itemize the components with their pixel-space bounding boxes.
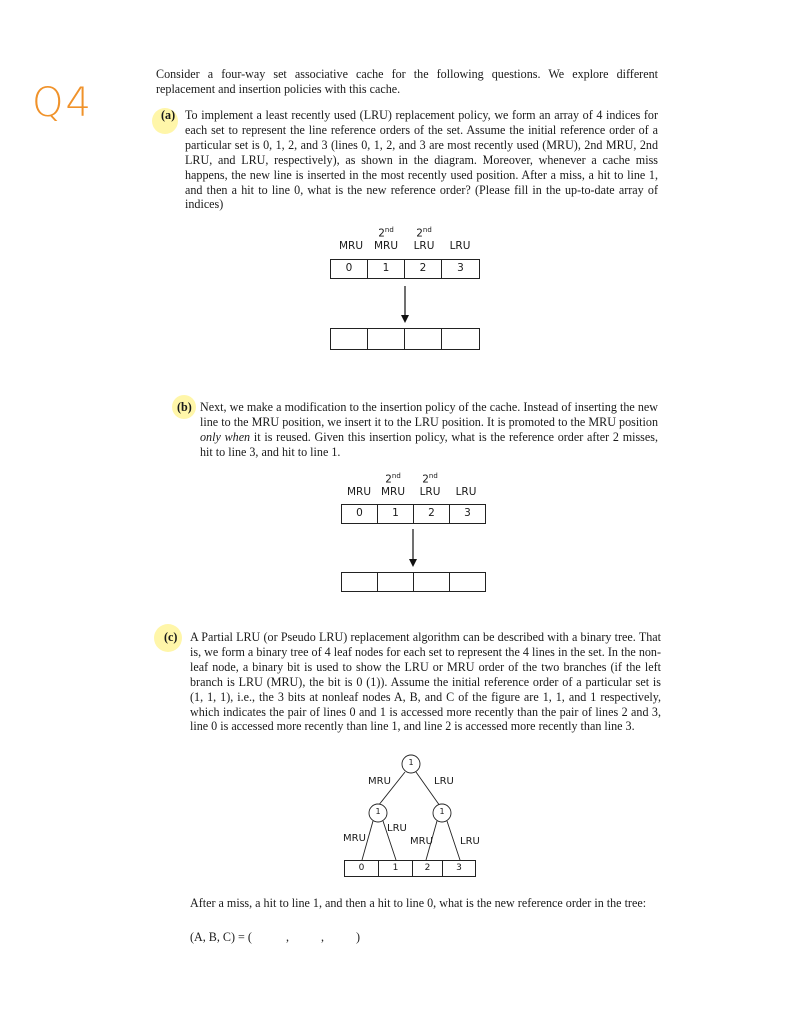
b-hdr-mru: MRU (346, 486, 372, 498)
answer-tuple (190, 930, 390, 946)
a-answer-cell-3[interactable] (441, 328, 480, 350)
part-a-label: (a) (161, 108, 176, 122)
tree-leaf-3: 3 (442, 860, 476, 877)
part-b-emphasis: only when (200, 429, 251, 444)
a-hdr-2nd-mru-sup: 2nd (378, 226, 394, 240)
part-c-text: A Partial LRU (or Pseudo LRU) replacement algorithm can be described with a binary tree. That is, we form a binary tree of 4 leaf nodes for each set to represent the 4 lines in the set. In the non-leaf node, a binary bit is used to show the LRU or MRU order of the two branches (if the left branch is LRU (MRU), the bit is 0 (1)). Assume the initial reference order of a particular set is (1, 1, 1), i.e., the 3 bits at nonleaf nodes A, B, and C of the figure are 1, 1, and 1 respectively, which indicates the pair of lines 0 and 1 is accessed more recently than the pair of lines 2 and 3, line 0 is accessed more recently than line 1, and line 2 is accessed more recently than line 3. (190, 630, 661, 734)
part-c-question: After a miss, a hit to line 1, and then a hit to line 0, what is the new reference order in the tree: (190, 896, 647, 910)
b-hdr-lru: LRU (455, 486, 477, 498)
tree-leaf-1: 1 (378, 860, 413, 877)
a-hdr-2nd-lru-sup: 2nd (416, 226, 432, 240)
a-cell-0: 0 (330, 259, 368, 279)
a-hdr-mru: MRU (338, 240, 364, 252)
b-answer-cell-0[interactable] (341, 572, 378, 592)
tree-leaf-2: 2 (412, 860, 443, 877)
part-a-text: To implement a least recently used (LRU) replacement policy, we form an array of 4 indices for each set to represent the line reference orders of the set. Assume the initial reference order of a particular set is 0, 1, 2, and 3 (lines 0, 1, 2, and 3 are most recently used (MRU), 2nd MRU, 2nd LRU, and LRU, respectively), as shown in the diagram. Moreover, whenever a cache miss happens, the new line is inserted in the most recently used position. After a miss, a hit to line 1, and then a hit to line 0, what is the new reference order? (Please fill in the up-to-date array of indices) (185, 108, 658, 212)
b-hdr-2nd-lru-sup: 2nd (422, 472, 438, 486)
a-hdr-mru2: MRU (373, 240, 399, 252)
a-hdr-lru: LRU (449, 240, 471, 252)
tree-left-bit: 1 (375, 807, 381, 816)
tree-leaf-0: 0 (344, 860, 379, 877)
b-answer-cell-1[interactable] (377, 572, 414, 592)
tree-left-left-label: MRU (343, 833, 366, 844)
b-cell-1: 1 (377, 504, 414, 524)
tree-right-right-label: LRU (460, 836, 480, 847)
tree-left-right-label: LRU (387, 823, 407, 834)
tree-right-left-label: MRU (410, 836, 433, 847)
a-hdr-lru2: LRU (413, 240, 435, 252)
answer-comma-2: , (321, 930, 325, 944)
b-answer-cell-3[interactable] (449, 572, 486, 592)
a-cell-2: 2 (404, 259, 442, 279)
part-c (164, 630, 662, 748)
a-cell-3: 3 (441, 259, 480, 279)
answer-slot-c[interactable] (329, 930, 351, 945)
intro-paragraph: Consider a four-way set associative cache for the following questions. We explore different replacement and insertion policies with this cache. (156, 67, 658, 96)
b-down-arrow (403, 528, 423, 568)
part-a (161, 108, 659, 212)
part-b-label: (b) (177, 400, 192, 414)
tree-root-left-label: MRU (368, 776, 391, 787)
b-hdr-2nd-mru-sup: 2nd (385, 472, 401, 486)
part-b-text: Next, we make a modification to the insertion policy of the cache. Instead of inserting the new line to the MRU position, we insert it to the LRU position. It is promoted to the MRU position only when it is reused. Given this insertion policy, what is the reference order after 2 misses, hit to line 3, and hit to line 1. (200, 400, 658, 459)
part-c-label: (c) (164, 630, 178, 644)
b-cell-3: 3 (449, 504, 486, 524)
a-answer-cell-1[interactable] (367, 328, 405, 350)
tree-root-bit: 1 (408, 758, 414, 767)
a-answer-cell-0[interactable] (330, 328, 368, 350)
b-hdr-lru2: LRU (419, 486, 441, 498)
answer-suffix: ) (356, 930, 361, 944)
answer-prefix: (A, B, C) = ( (190, 930, 252, 944)
b-hdr-mru2: MRU (380, 486, 406, 498)
b-cell-0: 0 (341, 504, 378, 524)
tree-root-right-label: LRU (434, 776, 454, 787)
part-b (177, 400, 659, 460)
a-cell-1: 1 (367, 259, 405, 279)
tree-right-bit: 1 (439, 807, 445, 816)
b-cell-2: 2 (413, 504, 450, 524)
answer-slot-b[interactable] (294, 930, 316, 945)
a-down-arrow (395, 285, 415, 325)
q4-annotation: Q4 (32, 80, 93, 126)
a-answer-cell-2[interactable] (404, 328, 442, 350)
answer-comma-1: , (286, 930, 290, 944)
answer-slot-a[interactable] (258, 930, 280, 945)
b-answer-cell-2[interactable] (413, 572, 450, 592)
